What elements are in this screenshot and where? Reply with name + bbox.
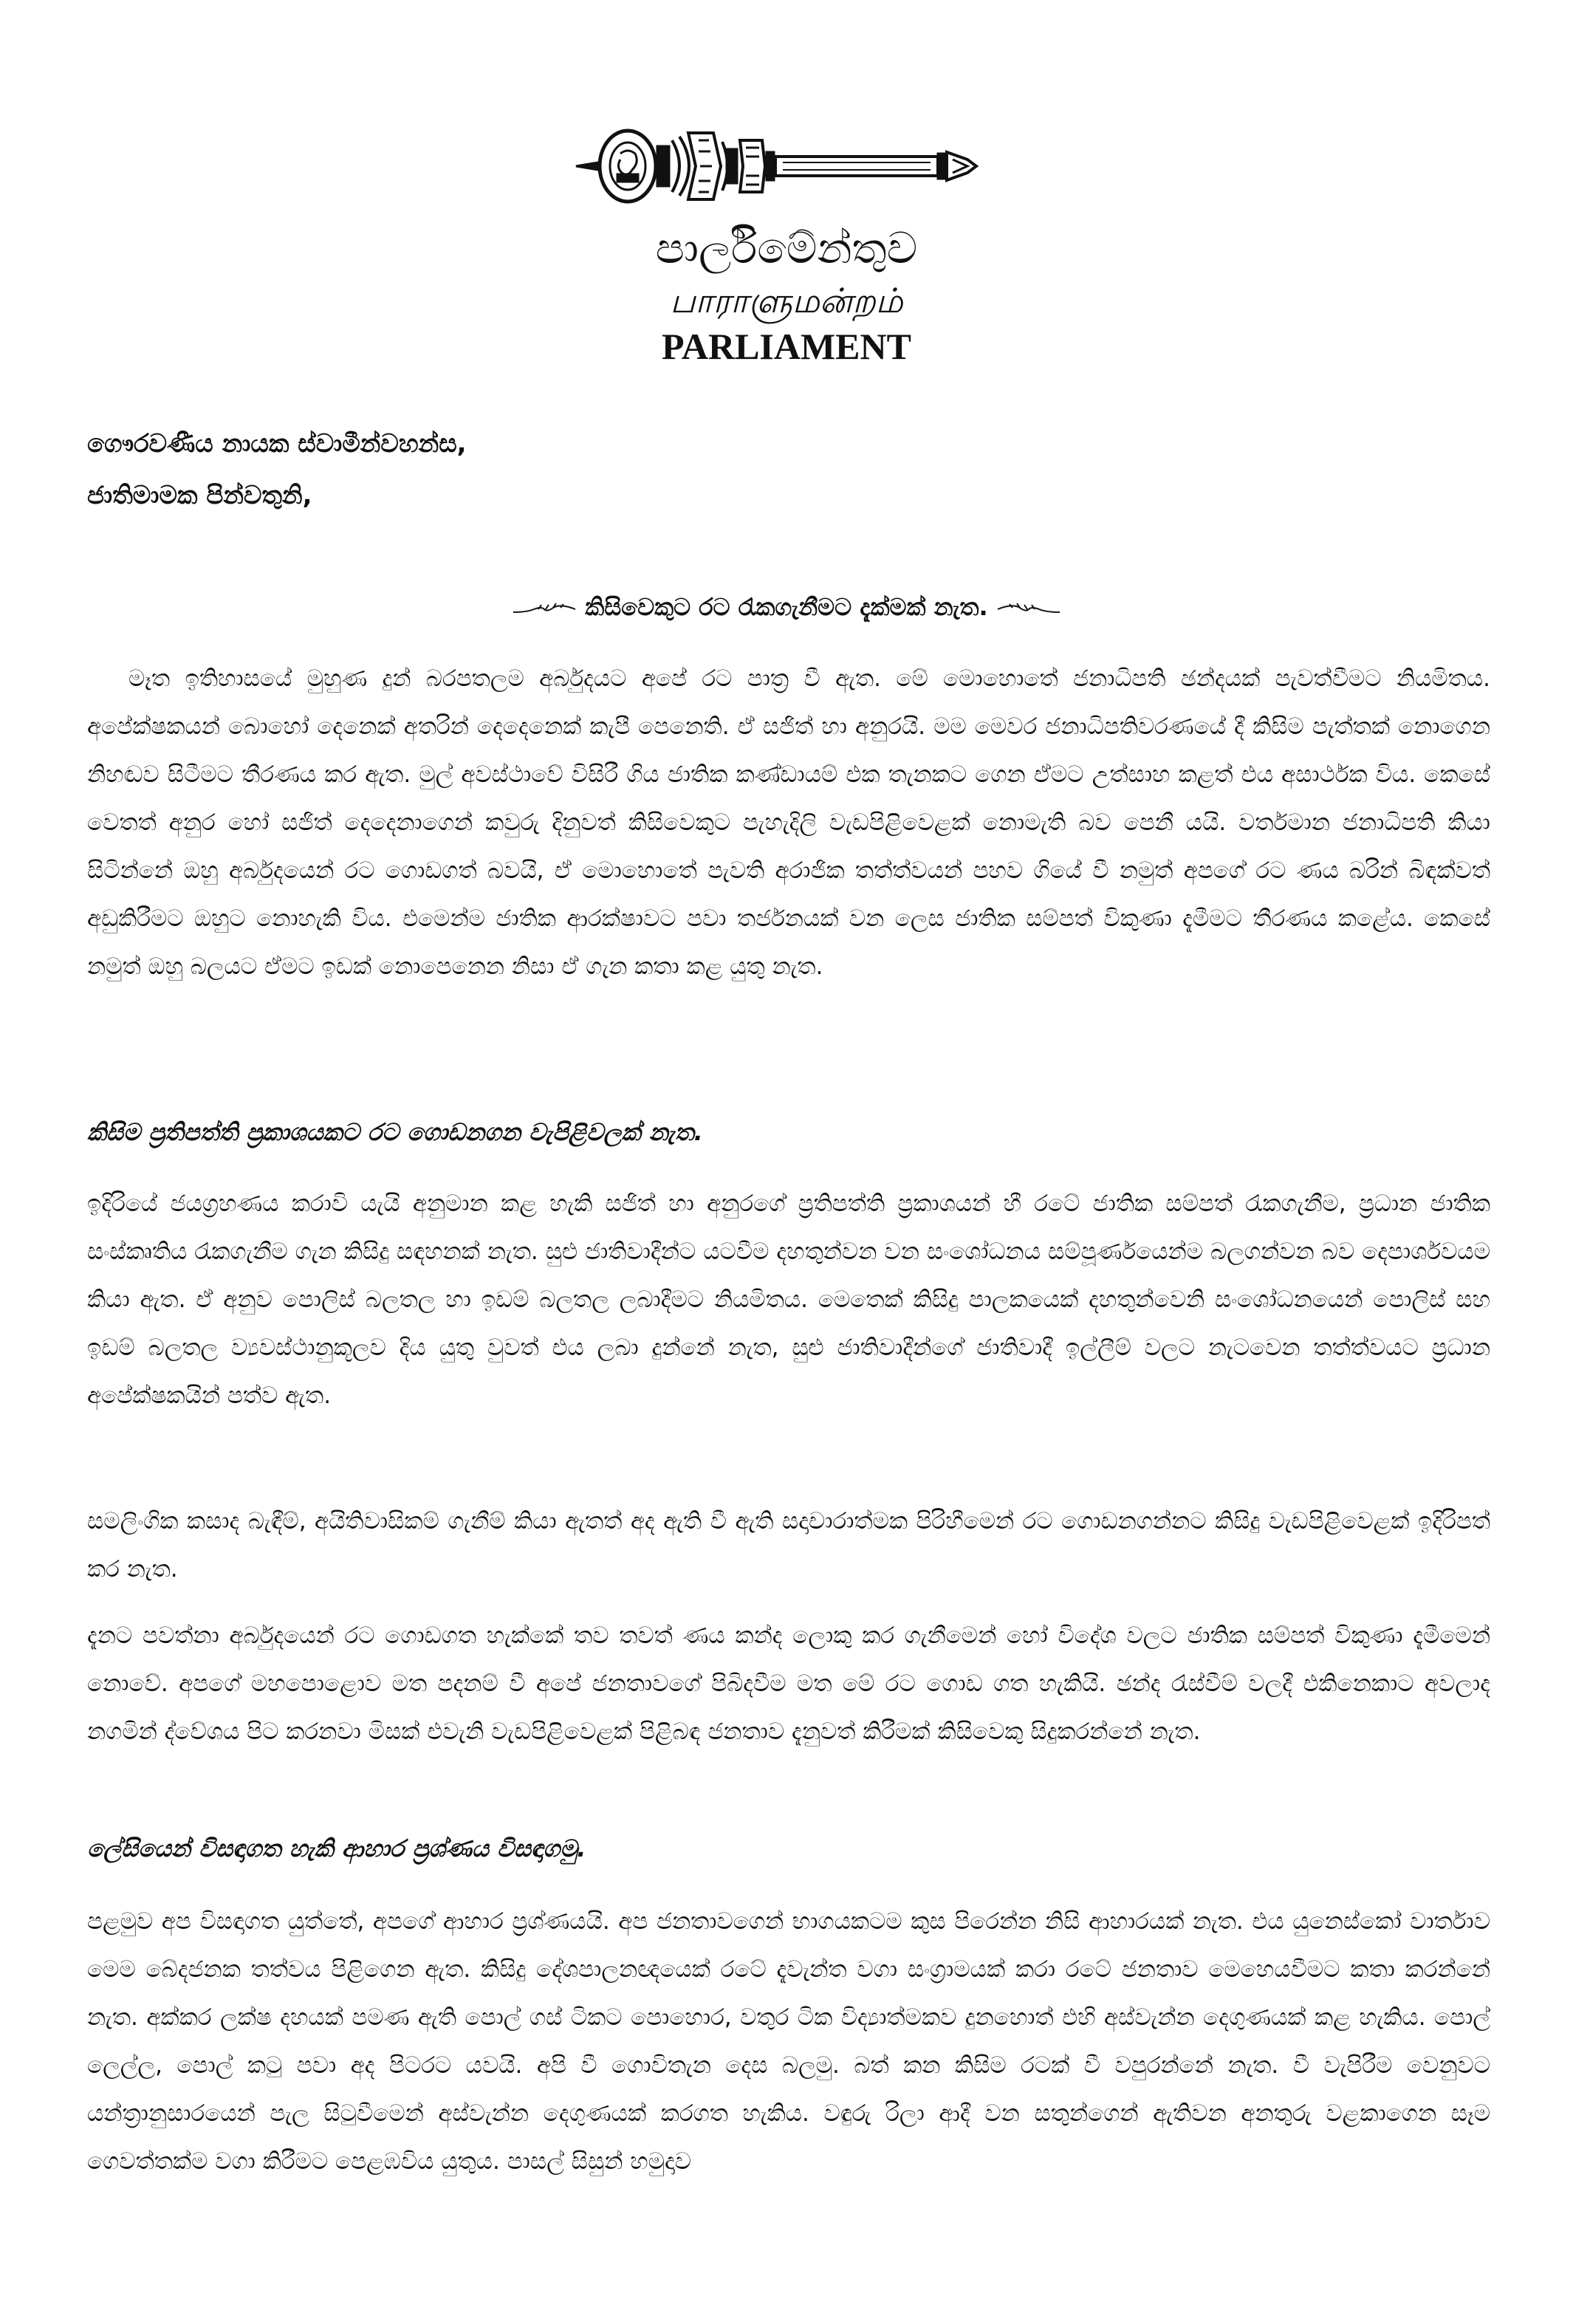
letter-title-text: කිසිවෙකුට රට රැකගැනීමට දැක්මක් නැත. bbox=[585, 593, 988, 621]
header-sinhala: පාර්ලිමේන්තුව bbox=[655, 223, 918, 273]
paragraph-3: සමලිංගික කසාද බැඳීම්, අයිතිවාසිකම් ගැනීම් කියා ඇතත් අද ඇති වී ඇති සදාචාරාත්මක පිරිහීමෙන් රට ගොඩනගන්නට කිසිදු වැඩපිළිවෙළක් ඉදිරිපත් කර නැත. bbox=[87, 1508, 1490, 1583]
paragraph-1: මෑත ඉතිහාසයේ මුහුණ දුන් බරපතලම අර්බුදයට අපේ රට පාත්‍ර වී ඇත. මේ මොහොතේ ජනාධිපති ඡන්දයක් පැවත්වීමට නියමිතය. අපේක්ෂකයන් බොහෝ දෙනෙක් අතරින් දෙදෙනෙක් කැපී පෙනෙති. ඒ සජිත් හා අනුරයි. මම මෙවර ජනාධිපතිවරණයේ දී කිසිම පැත්තක් නොගෙන නිහඬව සිටීමට තීරණය කර ඇත. මුල් අවස්ථාවේ විසිරී ගිය ජාතික කණ්ඩායම් එක තැනකට ගෙන ඒමට උත්සාහ කළත් එය අසාර්ථක විය. කෙසේ වෙතත් අනුර හෝ සජිත් දෙදෙනාගෙන් කවුරු දිනුවත් කිසිවෙකුට පැහැදිලි වැඩපිළිවෙළක් නොමැති බව පෙනී යයි. වර්තමාන ජනාධිපති කියා සිටින්නේ ඔහු අර්බුදයෙන් රට ගොඩගත් බවයි, ඒ මොහොතේ පැවති අරාජික තත්ත්වයන් පහව ගියේ වී නමුත් අපගේ රට ණය බරින් බිඳක්වත් අඩුකිරීමට ඔහුට නොහැකි විය. එමෙන්ම ජාතික ආරක්ෂාවට පවා තර්ජනයක් වන ලෙස ජාතික සම්පත් විකුණා දැමීමට තීරණය කළේය. කෙසේ නමුත් ඔහු බලයට ඒමට ඉඩක් නොපෙනෙන නිසා ඒ ගැන කතා කළ යුතු නැත. bbox=[87, 665, 1490, 980]
parliament-mace-icon bbox=[569, 111, 982, 222]
subheading-1: කිසිම ප්‍රතිපත්ති ප්‍රකාශයකට රට ගොඩනගන වැපිළිවලක් නැත. bbox=[87, 1118, 703, 1146]
flourish-left-icon bbox=[512, 602, 577, 615]
subheading-2: ලේසියෙන් විසඳාගත හැකි ආහාර ප්‍රශ්ණය විසඳාගමු. bbox=[87, 1834, 586, 1862]
paragraph-4: දැනට පවත්නා අර්බුදයෙන් රට ගොඩගත හැක්කේ තව තවත් ණය කන්ද ලොකු කර ගැනීමෙන් හෝ විදේශ වලට ජාතික සම්පත් විකුණා දැමීමෙන් නොවේ. අපගේ මහපොළොව මත පදනම් වී අපේ ජනතාවගේ පිබිදවීම මත මේ රට ගොඩ ගත හැකියි. ඡන්ද රැස්වීම් වලදී එකිනෙකාට අවලාද නගමින් ද්වේශය පිට කරනවා මිසක් එවැනි වැඩපිළිවෙළක් පිළිබඳ ජනතාව දැනුවත් කිරීමක් කිසිවෙකු සිදුකරන්නේ නැත. bbox=[87, 1622, 1490, 1745]
header-tamil: பாராளுமன்றம் bbox=[670, 281, 903, 321]
paragraph-5: පළමුව අප විසඳාගත යුත්තේ, අපගේ ආහාර ප්‍රශ්ණයයි. අප ජනතාවගෙන් භාගයකටම කුස පිරෙන්න නිසි ආහාරයක් නැත. එය යුනෙස්කෝ වාර්තාව මෙම බේදජනක තත්වය පිළිගෙන ඇත. කිසිදු දේශපාලනඥයෙක් රටේ දැවැන්ත වගා සංග්‍රාමයක් කරා රටේ ජනතාව මෙහෙයවීමට කතා කරන්නේ නැත. අක්කර ලක්ෂ දහයක් පමණ ඇති පොල් ගස් ටිකට පොහොර, වතුර ටික විද්‍යාත්මකව දුනහොත් එහි අස්වැන්න දෙගුණයක් කළ හැකිය. පොල් ලෙල්ල, පොල් කටු පවා අද පිටරට යවයි. අපි වී ගොවිතැන දෙස බලමු. බත් කන කිසිම රටක් වී වපුරන්නේ නැත. වී වැපිරීම වෙනුවට යන්ත්‍රානුසාරයෙන් පැල සිටුවීමෙන් අස්වැන්න දෙගුණයක් කරගත හැකිය. වඳුරු රිලා ආදී වන සතුන්ගෙන් ඇතිවන අනතුරු වළකාගෙන සෑම ගෙවත්තක්ම වගා කිරීමට පෙළඹවිය යුතුය. පාසල් සිසුන් හමුදාව bbox=[87, 1908, 1490, 2175]
header-english: PARLIAMENT bbox=[662, 326, 911, 367]
salutation-line-2: ජාතිමාමක පින්වතුනි, bbox=[87, 481, 312, 510]
flourish-right-icon bbox=[996, 602, 1061, 615]
paragraph-2: ඉදිරියේ ජයග්‍රහණය කරාවි යැයි අනුමාන කළ හැකි සජිත් හා අනුරගේ ප්‍රතිපත්ති ප්‍රකාශයන් හී රටේ ජාතික සම්පත් රැකගැනීම, ප්‍රධාන ජාතික සංස්කෘතිය රැකගැනීම ගැන කිසිදු සඳහනක් නැත. සුළු ජාතිවාදීන්ට යටවීම දහතුන්වන වන සංශෝධනය සම්පූර්ණයෙන්ම බලගන්වන බව දෙපාර්ශවයම කියා ඇත. ඒ අනුව පොලිස් බලතල හා ඉඩම් බලතල ලබාදීමට නියමිතය. මෙතෙක් කිසිදු පාලකයෙක් දහතුන්වෙනි සංශෝධනයෙන් පොලිස් සහ ඉඩම් බලතල ව්‍යවස්ථානුකූලව දිය යුතු වුවත් එය ලබා දුන්නේ නැත, සුළු ජාතිවාදීන්ගේ ජාතිවාදී ඉල්ලීම් වලට නැටවෙන තත්ත්වයට ප්‍රධාන අපේක්ෂකයින් පත්ව ඇත. bbox=[87, 1190, 1490, 1409]
salutation-line-1: ගෞරවණීය නායක ස්වාමීන්වහන්ස, bbox=[87, 429, 467, 459]
letter-title bbox=[0, 591, 1573, 623]
